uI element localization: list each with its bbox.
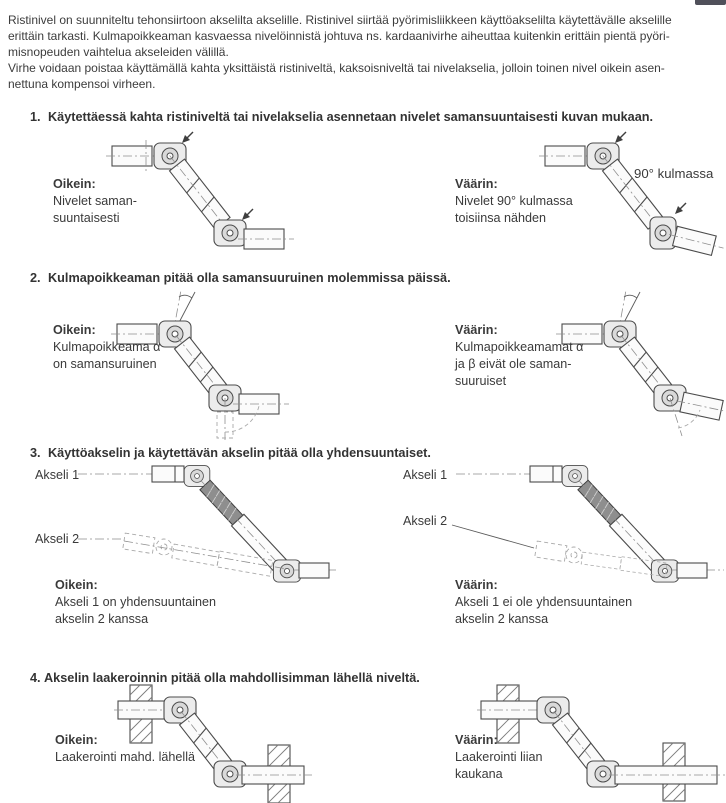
corner-tab	[695, 0, 726, 5]
caption-line: Laakerointi mahd. lähellä	[55, 750, 196, 764]
caption-title: Väärin:	[455, 323, 498, 337]
section-heading-text: Käytettäessä kahta ristiniveltä tai nivelakselia asennetaan nivelet samansuuntaisesti kuvan mukaan.	[48, 110, 654, 124]
angle-annotation: 90° kulmassa	[634, 166, 714, 181]
section-4-heading	[30, 671, 420, 685]
intro-line: misnopeuden vaihtelua akseleiden välillä.	[8, 45, 229, 59]
caption-title: Väärin:	[455, 733, 498, 747]
figure-2-wrong-caption	[455, 322, 583, 390]
section-number: 2.	[30, 271, 41, 285]
caption-line: akselin 2 kanssa	[55, 612, 149, 626]
figure-3-correct-caption	[55, 577, 216, 628]
section-2-heading	[30, 271, 451, 285]
caption-title: Oikein:	[55, 578, 98, 592]
section-number: 4.	[30, 671, 41, 685]
axis-label-akseli2-right: Akseli 2	[403, 514, 448, 528]
caption-line: kaukana	[455, 767, 503, 781]
diagram-3-correct	[78, 466, 336, 582]
axis-label-akseli2-left: Akseli 2	[35, 532, 80, 546]
figure-1-wrong-caption	[455, 176, 573, 227]
intro-line: Virhe voidaan poistaa käyttämällä kahta yksittäistä ristiniveltä, kaksoisniveltä tai nivelakselia, jolloin toinen nivel oikein asen-	[8, 61, 665, 75]
caption-line: Akseli 1 ei ole yhdensuuntainen	[455, 595, 633, 609]
caption-line: suuntaisesti	[53, 211, 120, 225]
caption-line: suuruiset	[455, 374, 507, 388]
intro-paragraph	[8, 12, 672, 92]
caption-line: Nivelet 90° kulmassa	[455, 194, 573, 208]
section-3-heading	[30, 446, 431, 460]
figure-3-wrong-caption	[455, 577, 632, 628]
figure-2-correct-caption	[53, 322, 160, 373]
caption-line: Akseli 1 on yhdensuuntainen	[55, 595, 217, 609]
section-heading-text: Akselin laakeroinnin pitää olla mahdollisimman lähellä niveltä.	[44, 671, 420, 685]
axis-label-akseli1-left: Akseli 1	[35, 468, 80, 482]
caption-line: Kulmapoikkeama α	[53, 340, 161, 354]
caption-line: Kulmapoikkeamamat α	[455, 340, 584, 354]
section-heading-text: Käyttöakselin ja käytettävän akselin pitää olla yhdensuuntaiset.	[48, 446, 431, 460]
caption-line: akselin 2 kanssa	[455, 612, 549, 626]
figure-4-correct-caption	[55, 732, 195, 766]
intro-line: nettuna kompensoi virheen.	[8, 77, 156, 91]
caption-line: toisiinsa nähden	[455, 211, 547, 225]
axis-label-akseli1-right: Akseli 1	[403, 468, 448, 482]
section-1-heading	[30, 110, 653, 124]
caption-line: Nivelet saman-	[53, 194, 137, 208]
figure-4-wrong-caption	[455, 732, 543, 783]
caption-title: Väärin:	[455, 578, 498, 592]
section-number: 3.	[30, 446, 41, 460]
caption-line: on samansuruinen	[53, 357, 157, 371]
caption-title: Oikein:	[53, 177, 96, 191]
section-heading-text: Kulmapoikkeaman pitää olla samansuuruinen molemmissa päissä.	[48, 271, 451, 285]
caption-title: Oikein:	[55, 733, 98, 747]
caption-title: Oikein:	[53, 323, 96, 337]
caption-line: ja β eivät ole saman-	[455, 357, 572, 371]
figure-1-correct-caption	[53, 176, 137, 227]
intro-line: erittäin tarkasti. Kulmapoikkeaman kasvaessa nivelöinnistä johtuva ns. kardaanivirhe aiheuttaa kuitenkin erittäin pientä pyöri-	[8, 29, 670, 43]
diagram-3-wrong	[452, 466, 724, 582]
intro-line: Ristinivel on suunniteltu tehonsiirtoon akselilta akselille. Ristinivel siirtää pyörimisliikkeen käyttöakselilta käytettävälle akselille	[8, 13, 672, 27]
caption-title: Väärin:	[455, 177, 498, 191]
caption-line: Laakerointi liian	[455, 750, 543, 764]
section-number: 1.	[30, 110, 41, 124]
